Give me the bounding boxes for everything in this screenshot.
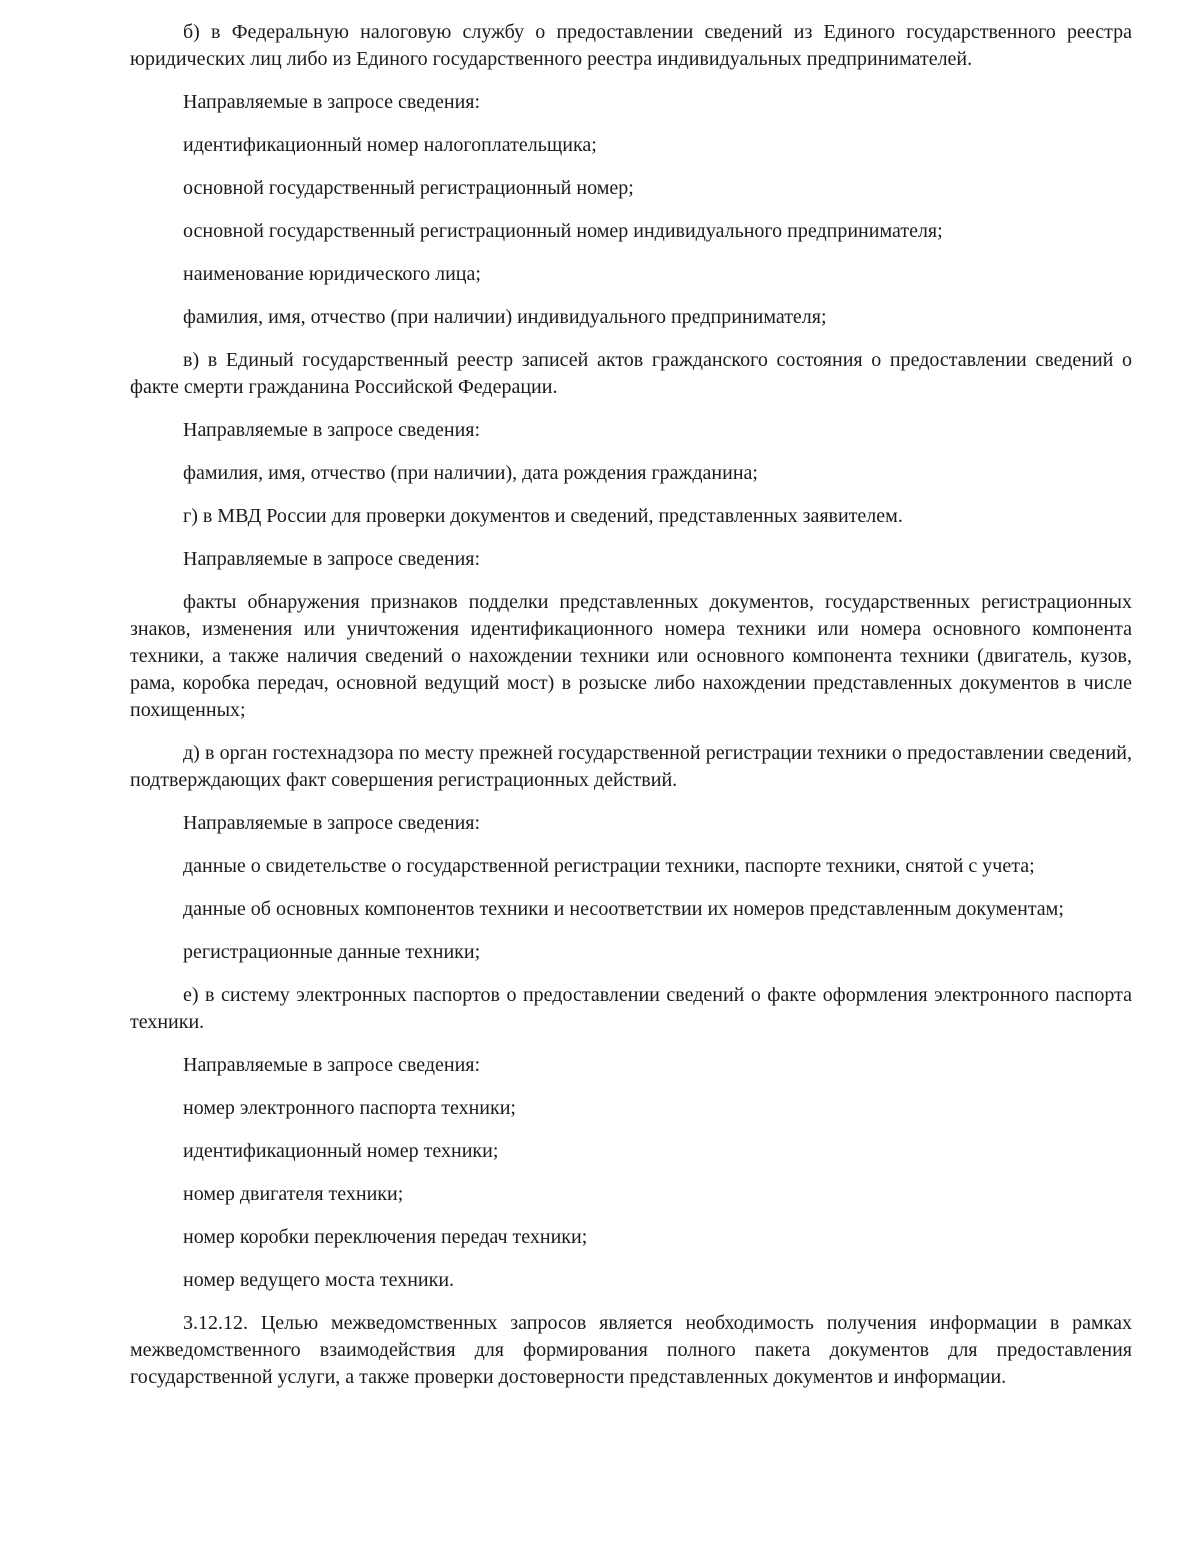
- paragraph-item: идентификационный номер налогоплательщика;: [183, 134, 597, 156]
- paragraph-item: наименование юридического лица;: [183, 263, 481, 285]
- paragraph-mvd-request: г) в МВД России для проверки документов и сведений, представленных заявителем.: [183, 505, 903, 527]
- paragraph-item: номер электронного паспорта техники;: [183, 1097, 516, 1119]
- paragraph-item: факты обнаружения признаков подделки представленных документов, государственных регистрационных знаков, изменения или уничтожения идентификационного номера техники или номера основного компонента техники, а также наличия сведений о нахождении техники или основного компонента техники (двигатель, кузов, рама, коробка передач, основной ведущий мост) в розыске либо нахождении представленных документов в числе похищенных;: [130, 591, 1132, 721]
- paragraph-item: основной государственный регистрационный номер;: [183, 177, 634, 199]
- paragraph-section-3-12-12: 3.12.12. Целью межведомственных запросов является необходимость получения информации в рамках межведомственного взаимодействия для формирования полного пакета документов для предоставления государственной услуги, а также проверки достоверности представленных документов и информации.: [130, 1312, 1132, 1388]
- paragraph-zags-request: в) в Единый государственный реестр записей актов гражданского состояния о предоставлении сведений о факте смерти гражданина Российской Федерации.: [130, 349, 1132, 398]
- paragraph-request-heading: Направляемые в запросе сведения:: [183, 548, 481, 570]
- paragraph-item: фамилия, имя, отчество (при наличии) индивидуального предпринимателя;: [183, 306, 827, 328]
- paragraph-request-heading: Направляемые в запросе сведения:: [183, 91, 481, 113]
- paragraph-item: данные о свидетельстве о государственной регистрации техники, паспорте техники, снятой с учета;: [183, 855, 1035, 877]
- paragraph-item: номер двигателя техники;: [183, 1183, 404, 1205]
- paragraph-fns-request: б) в Федеральную налоговую службу о предоставлении сведений из Единого государственного реестра юридических лиц либо из Единого государственного реестра индивидуальных предпринимателей.: [130, 21, 1132, 70]
- paragraph-request-heading: Направляемые в запросе сведения:: [183, 1054, 481, 1076]
- paragraph-request-heading: Направляемые в запросе сведения:: [183, 419, 481, 441]
- paragraph-item: номер коробки переключения передач техники;: [183, 1226, 588, 1248]
- document-body: [130, 19, 1132, 1391]
- paragraph-item: фамилия, имя, отчество (при наличии), дата рождения гражданина;: [183, 462, 758, 484]
- paragraph-item: регистрационные данные техники;: [183, 941, 481, 963]
- paragraph-epts-request: е) в систему электронных паспортов о предоставлении сведений о факте оформления электронного паспорта техники.: [130, 984, 1132, 1033]
- paragraph-item: номер ведущего моста техники.: [183, 1269, 455, 1291]
- paragraph-item: идентификационный номер техники;: [183, 1140, 499, 1162]
- paragraph-item: данные об основных компонентов техники и несоответствии их номеров представленным документам;: [183, 898, 1064, 920]
- paragraph-request-heading: Направляемые в запросе сведения:: [183, 812, 481, 834]
- paragraph-gostekhnadzor-request: д) в орган гостехнадзора по месту прежней государственной регистрации техники о предоставлении сведений, подтверждающих факт совершения регистрационных действий.: [130, 742, 1132, 791]
- paragraph-item: основной государственный регистрационный номер индивидуального предпринимателя;: [183, 220, 943, 242]
